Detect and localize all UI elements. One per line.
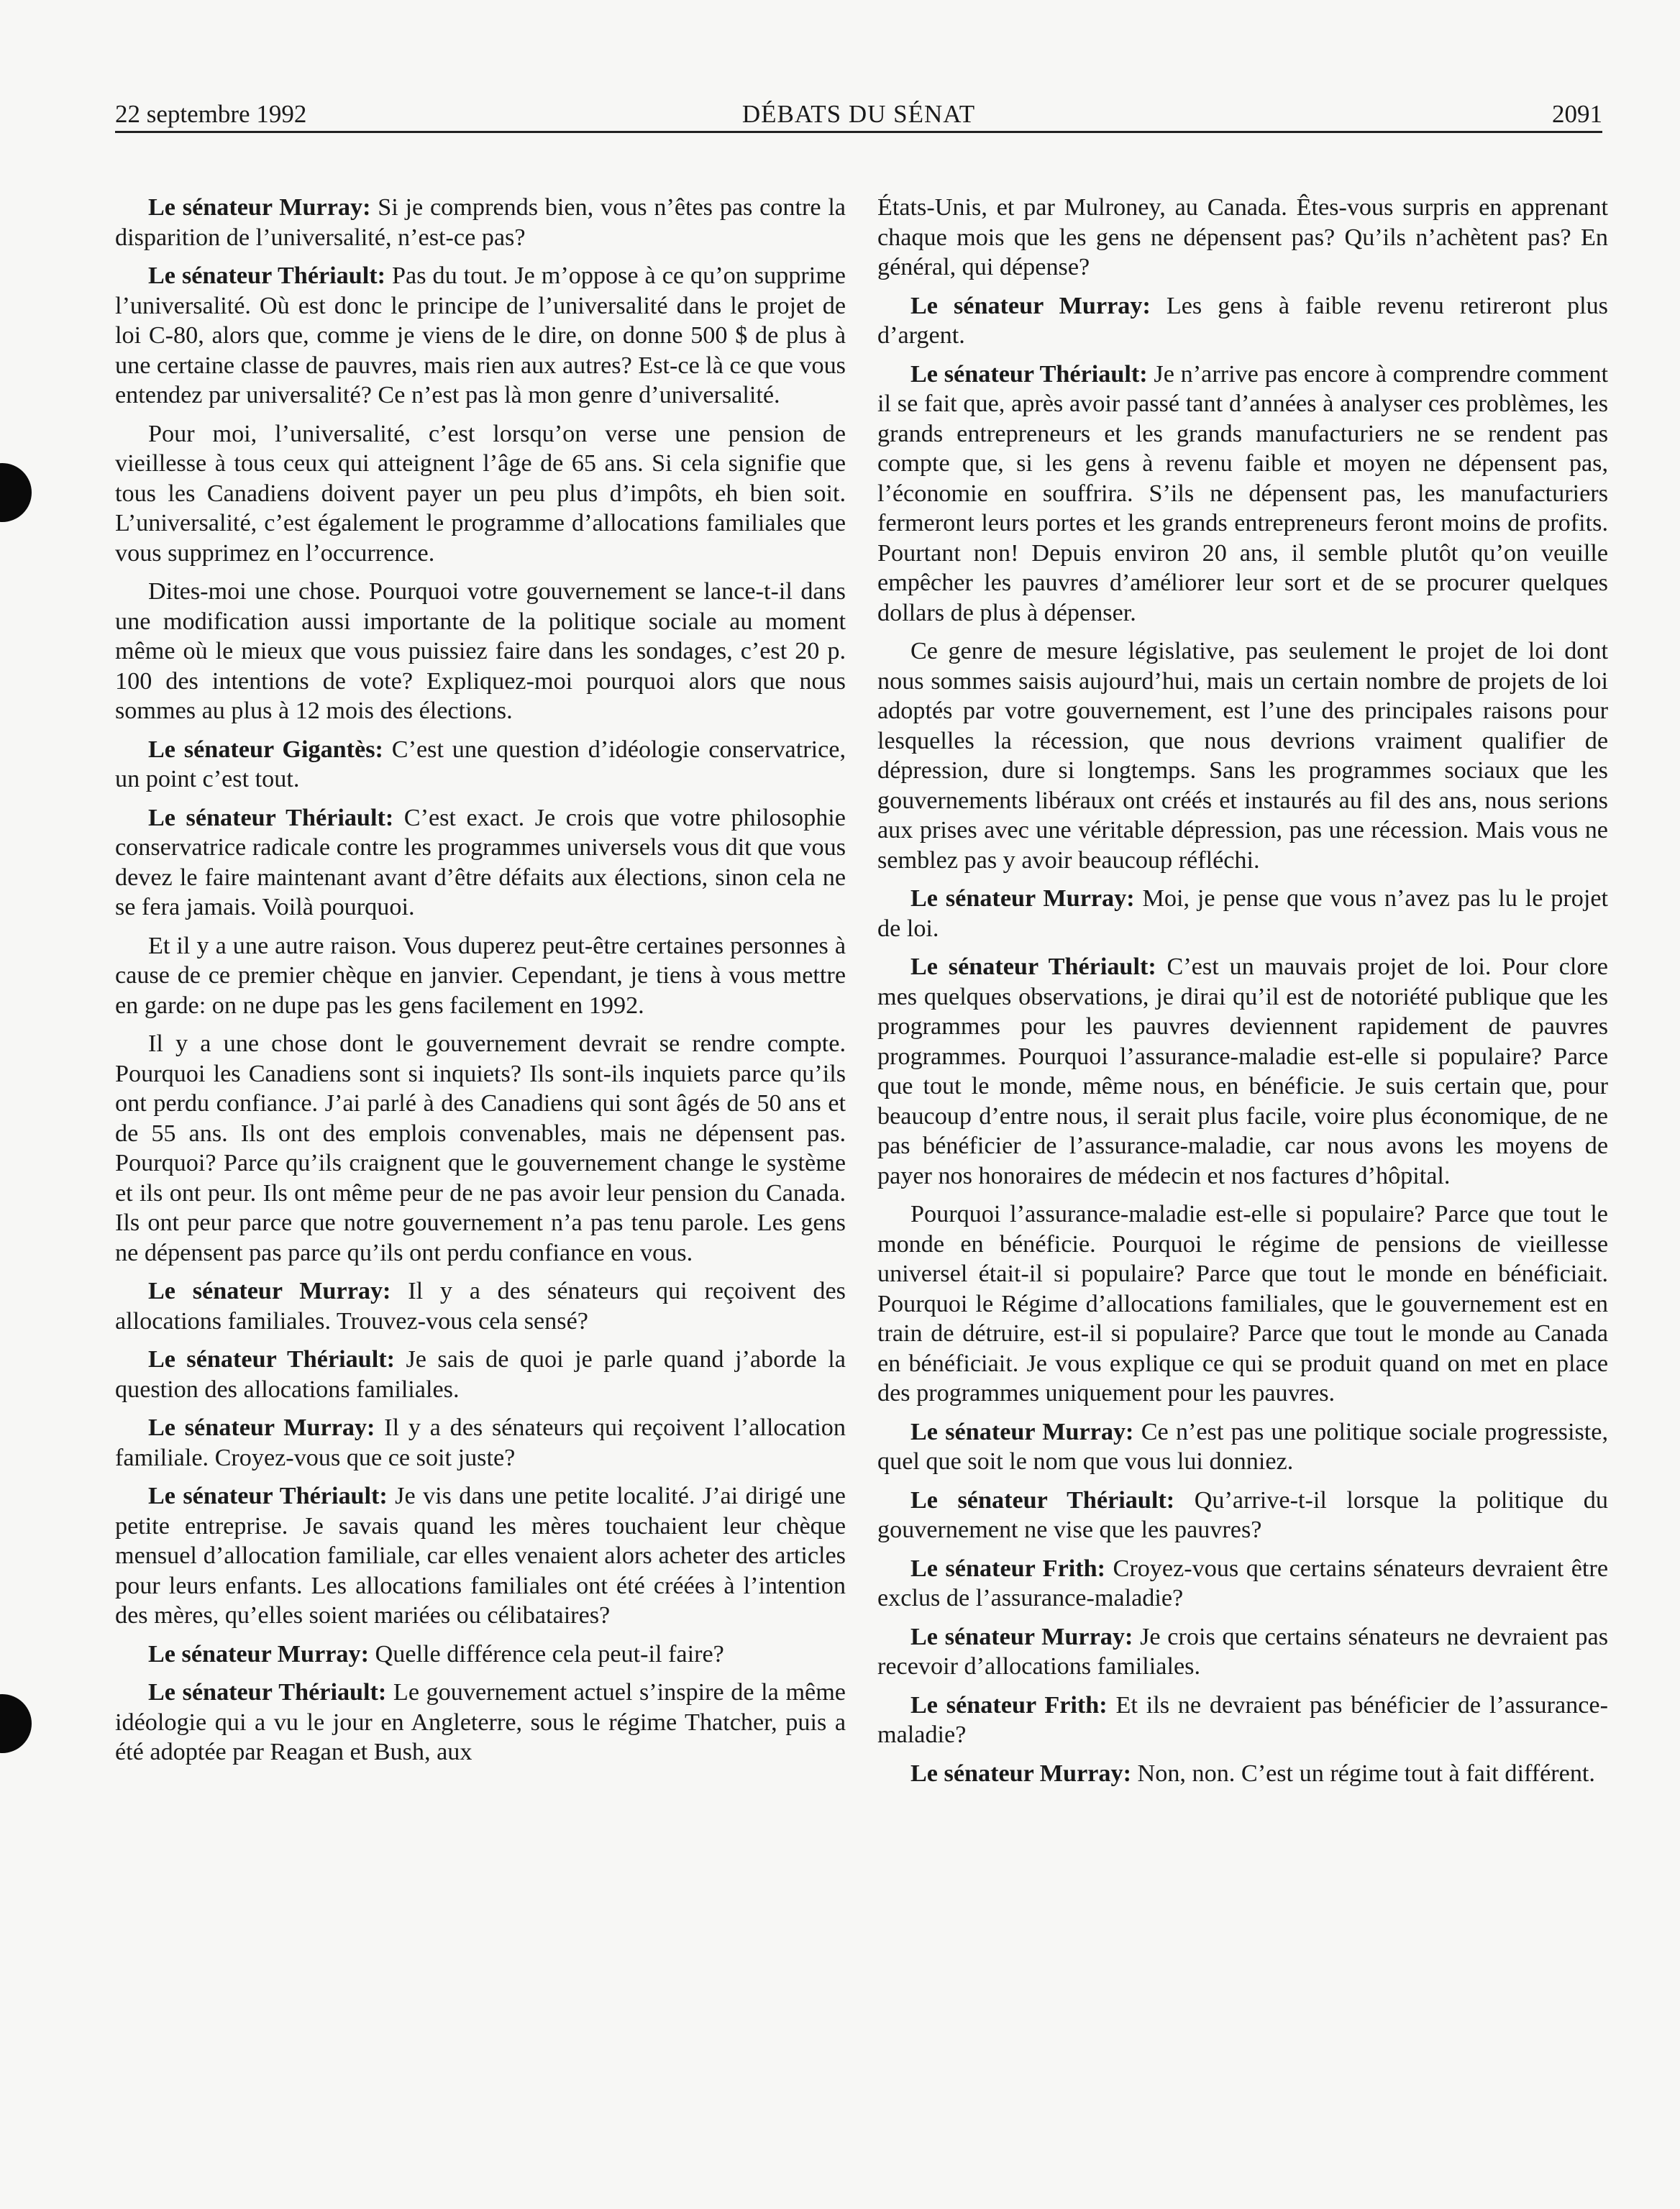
header-title: DÉBATS DU SÉNAT xyxy=(741,100,976,128)
speaker-name: Le sénateur Thériault: xyxy=(148,1483,388,1509)
binder-hole xyxy=(0,1694,32,1753)
paragraph-text: Il y a une chose dont le gouvernement devrait se rendre compte. Pourquoi les Canadiens sont si inquiets? Ils sont-ils inquiets parce qu’ils ont perdu confiance. J’ai parlé à des Canadiens qui sont âgés de 50 ans et de 55 ans. Ils ont des emplois convenables, mais ne dépensent pas. Pourquoi? Parce qu’ils craignent que le gouvernement change le système et ils ont peur. Ils ont même peur de ne pas avoir leur pension du Canada. Ils ont peur parce que notre gouvernement n’a pas tenu parole. Les gens ne dépensent pas parce qu’ils ont perdu confiance en vous. xyxy=(115,1030,846,1266)
speaker-name: Le sénateur Murray: xyxy=(910,885,1135,912)
paragraph xyxy=(877,1554,1608,1614)
speaker-name: Le sénateur Murray: xyxy=(910,1760,1131,1787)
paragraph-text: Et il y a une autre raison. Vous duperez peut-être certaines personnes à cause de ce premier chèque en janvier. Cependant, je tiens à vous mettre en garde: on ne dupe pas les gens facilement en 1992. xyxy=(115,932,846,1019)
paragraph-text: Ce n’est pas une politique sociale progressiste, quel que soit le nom que vous lui donniez. xyxy=(877,1418,1608,1475)
paragraph xyxy=(877,1486,1608,1545)
paragraph xyxy=(877,1759,1608,1789)
page-header xyxy=(115,97,1602,132)
paragraph-text: Je crois que certains sénateurs ne devraient pas recevoir d’allocations familiales. xyxy=(877,1623,1608,1680)
paragraph xyxy=(115,193,846,252)
paragraph-text: Pourquoi l’assurance-maladie est-elle si populaire? Parce que tout le monde en bénéficie. Pourquoi le régime de pensions de vieillesse universel était-il si populaire? Parce que tout le monde en bénéficiait. Pourquoi le Régime d’allocations familiales, que le gouvernement est en train de détruire, est-il si populaire? Parce que tout le monde au Canada en bénéficiait. Je vous explique ce qui se produit quand on met en place des programmes uniquement pour les pauvres. xyxy=(877,1201,1608,1407)
speaker-name: Le sénateur Thériault: xyxy=(910,953,1156,980)
speaker-name: Le sénateur Thériault: xyxy=(910,1486,1175,1514)
paragraph-text: Qu’arrive-t-il lorsque la politique du gouvernement ne vise que les pauvres? xyxy=(877,1486,1608,1543)
paragraph xyxy=(115,1345,846,1404)
speaker-name: Le sénateur Gigantès: xyxy=(148,736,383,763)
paragraph xyxy=(115,1481,846,1631)
paragraph-text: C’est exact. Je crois que votre philosophie conservatrice radicale contre les programmes universels vous dit que vous devez le faire maintenant avant d’être défaits aux élections, sinon cela ne se fera jamais. Voilà pourquoi. xyxy=(115,804,846,920)
paragraph xyxy=(877,1199,1608,1409)
paragraph xyxy=(115,735,846,795)
right-column xyxy=(877,193,1608,1797)
paragraph xyxy=(877,636,1608,875)
paragraph-text: Ce genre de mesure législative, pas seulement le projet de loi dont nous sommes saisis aujourd’hui, mais un certain nombre de projets de loi adoptés par votre gouvernement, est l’une des principales raisons pour lesquelles la récession, que nous devrions vraiment qualifier de dépression, dure si longtemps. Sans les programmes sociaux que les gouvernements libéraux ont créés et instaurés au fil des ans, nous serions aux prises avec une véritable dépression, pas une récession. Mais vous ne semblez pas y avoir beaucoup réfléchi. xyxy=(877,638,1608,874)
speaker-name: Le sénateur Murray: xyxy=(148,194,371,221)
paragraph-text: Et ils ne devraient pas bénéficier de l’assurance-maladie? xyxy=(877,1691,1608,1748)
paragraph-text: Pas du tout. Je m’oppose à ce qu’on supprime l’universalité. Où est donc le principe de l’universalité dans le projet de loi C-80, alors que, comme je viens de le dire, on donne 500 $ de plus à une certaine classe de pauvres, mais rien aux autres? Est-ce là ce que vous entendez par universalité? Ce n’est pas là mon genre d’universalité. xyxy=(115,262,846,408)
paragraph xyxy=(877,884,1608,943)
speaker-name: Le sénateur Murray: xyxy=(148,1278,391,1304)
speaker-name: Le sénateur Murray: xyxy=(910,1623,1133,1650)
paragraph xyxy=(115,419,846,569)
binder-hole xyxy=(0,463,32,522)
page-number: 2091 xyxy=(1552,100,1602,128)
paragraph-text: Si je comprends bien, vous n’êtes pas contre la disparition de l’universalité, n’est-ce pas? xyxy=(115,194,846,251)
paragraph-text: Croyez-vous que certains sénateurs devraient être exclus de l’assurance-maladie? xyxy=(877,1555,1608,1611)
paragraph xyxy=(877,952,1608,1191)
paragraph xyxy=(877,1622,1608,1682)
paragraph xyxy=(115,1413,846,1473)
speaker-name: Le sénateur Thériault: xyxy=(148,1346,396,1373)
paragraph xyxy=(877,291,1608,351)
paragraph-text: Il y a des sénateurs qui reçoivent des allocations familiales. Trouvez-vous cela sensé? xyxy=(115,1278,846,1335)
speaker-name: Le sénateur Thériault: xyxy=(148,262,386,289)
header-rule xyxy=(115,131,1602,133)
paragraph xyxy=(877,360,1608,628)
paragraph xyxy=(115,803,846,923)
paragraph xyxy=(115,1029,846,1268)
paragraph-text: Je n’arrive pas encore à comprendre comment il se fait que, après avoir passé tant d’années à analyser ces problèmes, les grands entrepreneurs et les grands manufacturiers ne se rendent pas compte que, si les gens à revenu faible et moyen ne dépensent pas, l’économie en souffrira. S’ils ne dépensent pas, les manufacturiers fermeront leurs portes et les grands entrepreneurs feront moins de profits. Pourtant non! Depuis environ 20 ans, il semble plutôt qu’on veuille empêcher les pauvres d’améliorer leur sort et de se procurer quelques dollars de plus à dépenser. xyxy=(877,360,1608,626)
paragraph xyxy=(115,1639,846,1670)
paragraph-text: Je sais de quoi je parle quand j’aborde la question des allocations familiales. xyxy=(115,1346,846,1403)
speaker-name: Le sénateur Murray: xyxy=(148,1640,369,1668)
speaker-name: Le sénateur Murray: xyxy=(910,292,1151,319)
paragraph xyxy=(115,1276,846,1336)
paragraph-text: Le gouvernement actuel s’inspire de la même idéologie qui a vu le jour en Angleterre, sous le régime Thatcher, puis a été adoptée par Reagan et Bush, aux xyxy=(115,1679,846,1765)
paragraph-text: Les gens à faible revenu retireront plus d’argent. xyxy=(877,292,1608,349)
speaker-name: Le sénateur Murray: xyxy=(148,1414,375,1441)
paragraph-text: Quelle différence cela peut-il faire? xyxy=(369,1640,724,1668)
paragraph xyxy=(877,1691,1608,1750)
paragraph-text: Dites-moi une chose. Pourquoi votre gouvernement se lance-t-il dans une modification aussi importante de la politique sociale au moment même où le mieux que vous puissiez faire dans les sondages, c’est 20 p. 100 des intentions de vote? Expliquez-moi pourquoi alors que nous sommes au plus à 12 mois des élections. xyxy=(115,578,846,724)
speaker-name: Le sénateur Thériault: xyxy=(910,360,1148,388)
paragraph-text: Il y a des sénateurs qui reçoivent l’allocation familiale. Croyez-vous que ce soit juste? xyxy=(115,1414,846,1471)
header-date: 22 septembre 1992 xyxy=(115,100,307,128)
speaker-name: Le sénateur Frith: xyxy=(910,1691,1108,1719)
speaker-name: Le sénateur Frith: xyxy=(910,1555,1106,1582)
paragraph-text: C’est un mauvais projet de loi. Pour clore mes quelques observations, je dirai qu’il est de notoriété publique que les programmes pour les pauvres deviennent rapidement de pauvres programmes. Pourquoi l’assurance-maladie est-elle si populaire? Parce que tout le monde, même nous, en bénéficie. Je suis certain que, pour beaucoup d’entre nous, il serait plus facile, voire plus économique, de ne pas bénéficier de l’assurance-maladie, car nous avons les moyens de payer nos honoraires de médecin et nos factures d’hôpital. xyxy=(877,953,1608,1189)
paragraph xyxy=(115,261,846,411)
paragraph xyxy=(115,931,846,1021)
paragraph xyxy=(115,1678,846,1767)
speaker-name: Le sénateur Thériault: xyxy=(148,804,394,831)
paragraph-text: Moi, je pense que vous n’avez pas lu le projet de loi. xyxy=(877,885,1608,942)
paragraph xyxy=(877,1417,1608,1477)
speaker-name: Le sénateur Murray: xyxy=(910,1418,1134,1445)
paragraph-text: Je vis dans une petite localité. J’ai dirigé une petite entreprise. Je savais quand les mères touchaient leur chèque mensuel d’allocation familiale, car elles venaient alors acheter des articles pour leurs enfants. Les allocations familiales ont été créées à l’intention des mères, qu’elles soient mariées ou célibataires? xyxy=(115,1483,846,1629)
paragraph xyxy=(115,577,846,726)
paragraph-text: C’est une question d’idéologie conservatrice, un point c’est tout. xyxy=(115,736,846,792)
paragraph-text: États-Unis, et par Mulroney, au Canada. Êtes-vous surpris en apprenant chaque mois que les gens ne dépensent pas? Qu’ils n’achètent pas? En général, qui dépense? xyxy=(877,194,1608,280)
paragraph xyxy=(877,193,1608,283)
paragraph-text: Pour moi, l’universalité, c’est lorsqu’on verse une pension de vieillesse à tous ceux qui atteignent l’âge de 65 ans. Si cela signifie que tous les Canadiens doivent payer un peu plus d’impôts, eh bien soit. L’universalité, c’est également le programme d’allocations familiales que vous supprimez en l’occurrence. xyxy=(115,420,846,567)
paragraph-text: Non, non. C’est un régime tout à fait différent. xyxy=(1131,1760,1595,1787)
speaker-name: Le sénateur Thériault: xyxy=(148,1679,387,1706)
left-column xyxy=(115,193,846,1776)
